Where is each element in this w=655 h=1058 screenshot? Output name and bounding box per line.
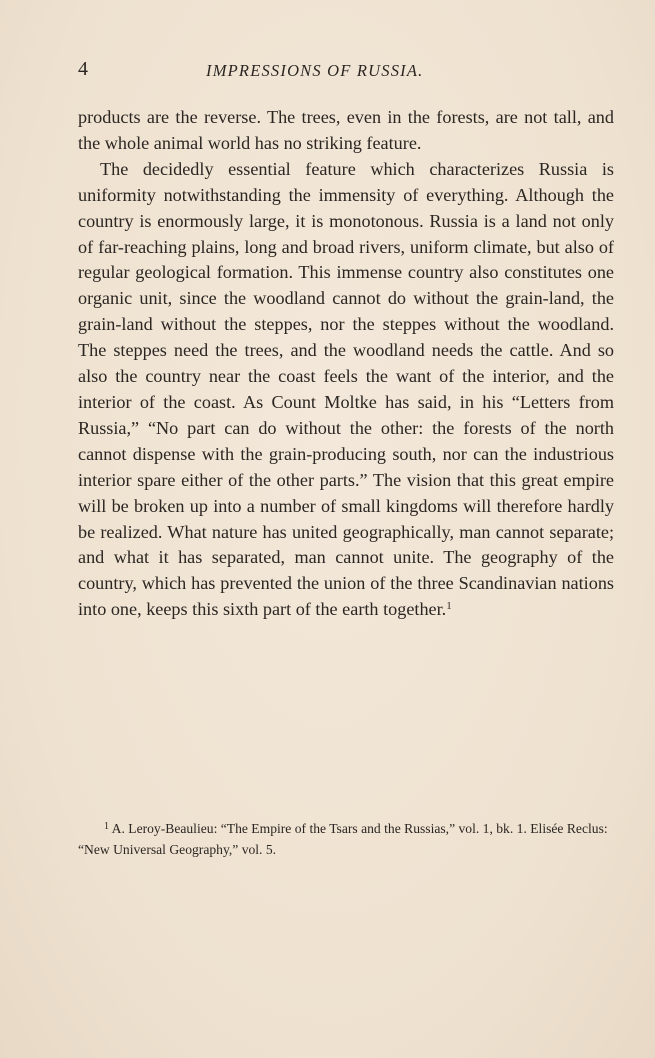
running-head: IMPRESSIONS OF RUSSIA. — [206, 61, 424, 80]
page-number: 4 — [78, 58, 88, 80]
paragraph-1 — [78, 105, 614, 157]
footnote-marker: 1 — [104, 821, 109, 832]
footnote-reference: 1 — [446, 600, 452, 613]
footnote — [78, 818, 614, 860]
paragraph-2 — [78, 157, 614, 623]
footnote-text: A. Leroy-Beaulieu: “The Empire of the Tsars and the Russias,” vol. 1, bk. 1. Elisée Reclus: “New Universal Geography,” vol. 5. — [78, 821, 608, 857]
body-text — [78, 105, 614, 623]
paragraph-1-text: products are the reverse. The trees, even in the forests, are not tall, and the whole animal world has no striking feature. — [78, 107, 614, 153]
page-header — [78, 58, 614, 86]
paragraph-2-text: The decidedly essential feature which characterizes Russia is uniformity notwithstanding the immensity of everything. Although the country is enormously large, it is monotonous. Russia is a land not only of far-reaching plains, long and broad rivers, uniform climate, but also of regular geological formation. This immense country also constitutes one organic unit, since the woodland cannot do without the grain-land, the grain-land without the steppes, nor the steppes without the woodland. The steppes need the trees, and the woodland needs the cattle. And so also the country near the coast feels the want of the interior, and the interior of the coast. As Count Moltke has said, in his “Letters from Russia,” “No part can do without the other: the forests of the north cannot dispense with the grain-producing south, nor can the industrious interior spare either of the other parts.” The vision that this great empire will be broken up into a number of small kingdoms will therefore hardly be realized. What nature has united geographically, man cannot separate; and what it has separated, man cannot unite. The geography of the country, which has prevented the union of the three Scandinavian nations into one, keeps this sixth part of the earth together. — [78, 158, 614, 620]
